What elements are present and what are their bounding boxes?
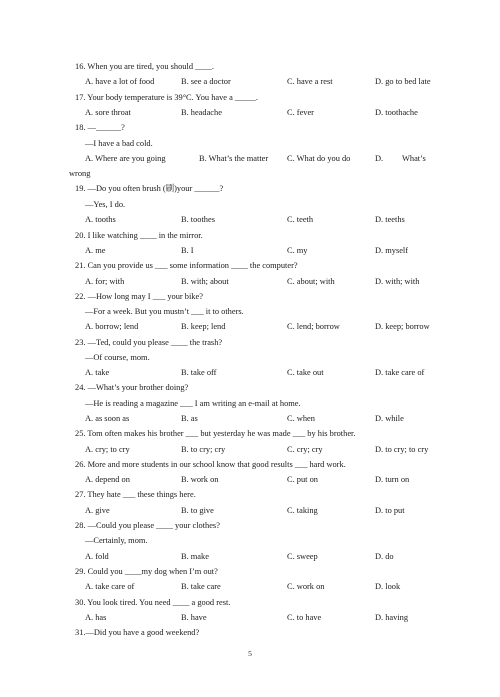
line-text: —For a week. But you mustn’t ___ it to others. xyxy=(85,307,244,316)
option-text: C. my xyxy=(287,246,308,255)
option-text: A. have a lot of food xyxy=(85,77,155,86)
question-line xyxy=(0,458,500,472)
question-line xyxy=(0,290,500,304)
option-text: D. to put xyxy=(375,506,405,515)
line-text: 24. —What’s your brother doing? xyxy=(75,383,189,392)
option-text: What’s xyxy=(402,154,426,163)
option-text: A. for; with xyxy=(85,277,125,286)
line-text: 30. You look tired. You need ____ a good rest. xyxy=(75,598,231,607)
option-text: D. do xyxy=(375,552,394,561)
question-line xyxy=(0,91,500,105)
option-text: C. take out xyxy=(287,368,324,377)
option-text: B. to give xyxy=(181,506,214,515)
option-text: B. toothes xyxy=(181,215,215,224)
options-row xyxy=(0,320,500,334)
option-text: C. What do you do xyxy=(287,154,351,163)
line-text: 27. They hate ___ these things here. xyxy=(75,490,196,499)
question-line xyxy=(0,229,500,243)
option-text: C. fever xyxy=(287,108,314,117)
options-row xyxy=(0,412,500,426)
option-text: D. xyxy=(375,154,384,163)
line-text: 17. Your body temperature is 39°C. You have a _____. xyxy=(75,93,258,102)
option-text: A. take xyxy=(85,368,110,377)
options-row xyxy=(0,504,500,518)
line-text: —Of course, mom. xyxy=(85,353,150,362)
options-row xyxy=(0,244,500,258)
option-text: B. as xyxy=(181,414,198,423)
option-text: D. myself xyxy=(375,246,409,255)
line-text: 26. More and more students in our school know that good results ___ hard work. xyxy=(75,460,346,469)
option-text: B. make xyxy=(181,552,209,561)
option-text: A. as soon as xyxy=(85,414,130,423)
option-text: B. headache xyxy=(181,108,222,117)
question-line xyxy=(0,336,500,350)
options-row xyxy=(0,611,500,625)
line-text: 29. Could you ____my dog when I’m out? xyxy=(75,567,218,576)
line-text: wrong xyxy=(69,169,91,178)
question-line xyxy=(0,534,500,548)
question-line xyxy=(0,626,500,640)
question-line xyxy=(0,381,500,395)
option-text: B. to cry; cry xyxy=(181,445,226,454)
question-line xyxy=(0,488,500,502)
line-text: 23. —Ted, could you please ____ the trash? xyxy=(75,338,223,347)
option-text: A. has xyxy=(85,613,107,622)
option-text: A. give xyxy=(85,506,110,515)
question-line xyxy=(0,198,500,212)
option-text: B. take care xyxy=(181,582,221,591)
options-row xyxy=(0,275,500,289)
line-text: 18. —______? xyxy=(75,123,125,132)
option-text: A. tooths xyxy=(85,215,116,224)
option-text: D. with; with xyxy=(375,277,420,286)
option-text: D. take care of xyxy=(375,368,425,377)
question-line xyxy=(0,305,500,319)
option-text: C. cry; cry xyxy=(287,445,323,454)
line-text: 19. —Do you often brush (刷)your ______? xyxy=(75,184,224,193)
option-text: D. go to bed late xyxy=(375,77,431,86)
option-text: A. Where are you going xyxy=(85,154,166,163)
option-text: A. take care of xyxy=(85,582,135,591)
question-line xyxy=(0,519,500,533)
question-line xyxy=(0,427,500,441)
option-text: C. about; with xyxy=(287,277,335,286)
question-line xyxy=(0,167,500,181)
option-text: B. keep; lend xyxy=(181,322,226,331)
option-text: C. taking xyxy=(287,506,318,515)
option-text: B. see a doctor xyxy=(181,77,231,86)
options-row xyxy=(0,550,500,564)
options-row xyxy=(0,366,500,380)
option-text: B. What’s the matter xyxy=(199,154,269,163)
option-text: D. to cry; to cry xyxy=(375,445,429,454)
option-text: C. teeth xyxy=(287,215,314,224)
option-text: C. sweep xyxy=(287,552,318,561)
line-text: 20. I like watching ____ in the mirror. xyxy=(75,231,203,240)
option-text: A. sore throat xyxy=(85,108,131,117)
option-text: C. work on xyxy=(287,582,325,591)
question-line xyxy=(0,351,500,365)
option-text: A. depend on xyxy=(85,475,130,484)
option-text: B. I xyxy=(181,246,194,255)
options-row xyxy=(0,213,500,227)
option-text: A. cry; to cry xyxy=(85,445,130,454)
option-text: C. when xyxy=(287,414,315,423)
line-text: —Certainly, mom. xyxy=(85,536,148,545)
options-row xyxy=(0,152,500,166)
question-line xyxy=(0,596,500,610)
option-text: D. while xyxy=(375,414,404,423)
option-text: A. borrow; lend xyxy=(85,322,139,331)
options-row xyxy=(0,106,500,120)
question-line xyxy=(0,60,500,74)
option-text: D. having xyxy=(375,613,409,622)
question-line xyxy=(0,121,500,135)
options-row xyxy=(0,75,500,89)
line-text: —I have a bad cold. xyxy=(85,139,153,148)
option-text: C. lend; borrow xyxy=(287,322,340,331)
option-text: B. have xyxy=(181,613,207,622)
question-line xyxy=(0,182,500,196)
option-text: D. turn on xyxy=(375,475,410,484)
question-line xyxy=(0,397,500,411)
option-text: C. have a rest xyxy=(287,77,333,86)
line-text: 21. Can you provide us ___ some information ____ the computer? xyxy=(75,261,298,270)
option-text: D. keep; borrow xyxy=(375,322,430,331)
line-text: 22. —How long may I ___ your bike? xyxy=(75,292,203,301)
line-text: 16. When you are tired, you should ____. xyxy=(75,62,214,71)
option-text: C. to have xyxy=(287,613,322,622)
option-text: D. look xyxy=(375,582,401,591)
question-line xyxy=(0,137,500,151)
options-row xyxy=(0,443,500,457)
option-text: B. with; about xyxy=(181,277,229,286)
option-text: D. toothache xyxy=(375,108,418,117)
question-line xyxy=(0,259,500,273)
options-row xyxy=(0,473,500,487)
option-text: C. put on xyxy=(287,475,318,484)
page-number: 5 xyxy=(248,649,252,658)
line-text: —Yes, I do. xyxy=(85,200,126,209)
options-row xyxy=(0,580,500,594)
option-text: D. teeths xyxy=(375,215,405,224)
line-text: 28. —Could you please ____ your clothes? xyxy=(75,521,220,530)
option-text: A. fold xyxy=(85,552,109,561)
line-text: 25. Tom often makes his brother ___ but yesterday he was made ___ by his brother. xyxy=(75,429,356,438)
option-text: B. work on xyxy=(181,475,219,484)
question-line xyxy=(0,565,500,579)
line-text: —He is reading a magazine ___ I am writing an e-mail at home. xyxy=(85,399,301,408)
option-text: B. take off xyxy=(181,368,217,377)
option-text: A. me xyxy=(85,246,106,255)
line-text: 31.—Did you have a good weekend? xyxy=(75,628,200,637)
